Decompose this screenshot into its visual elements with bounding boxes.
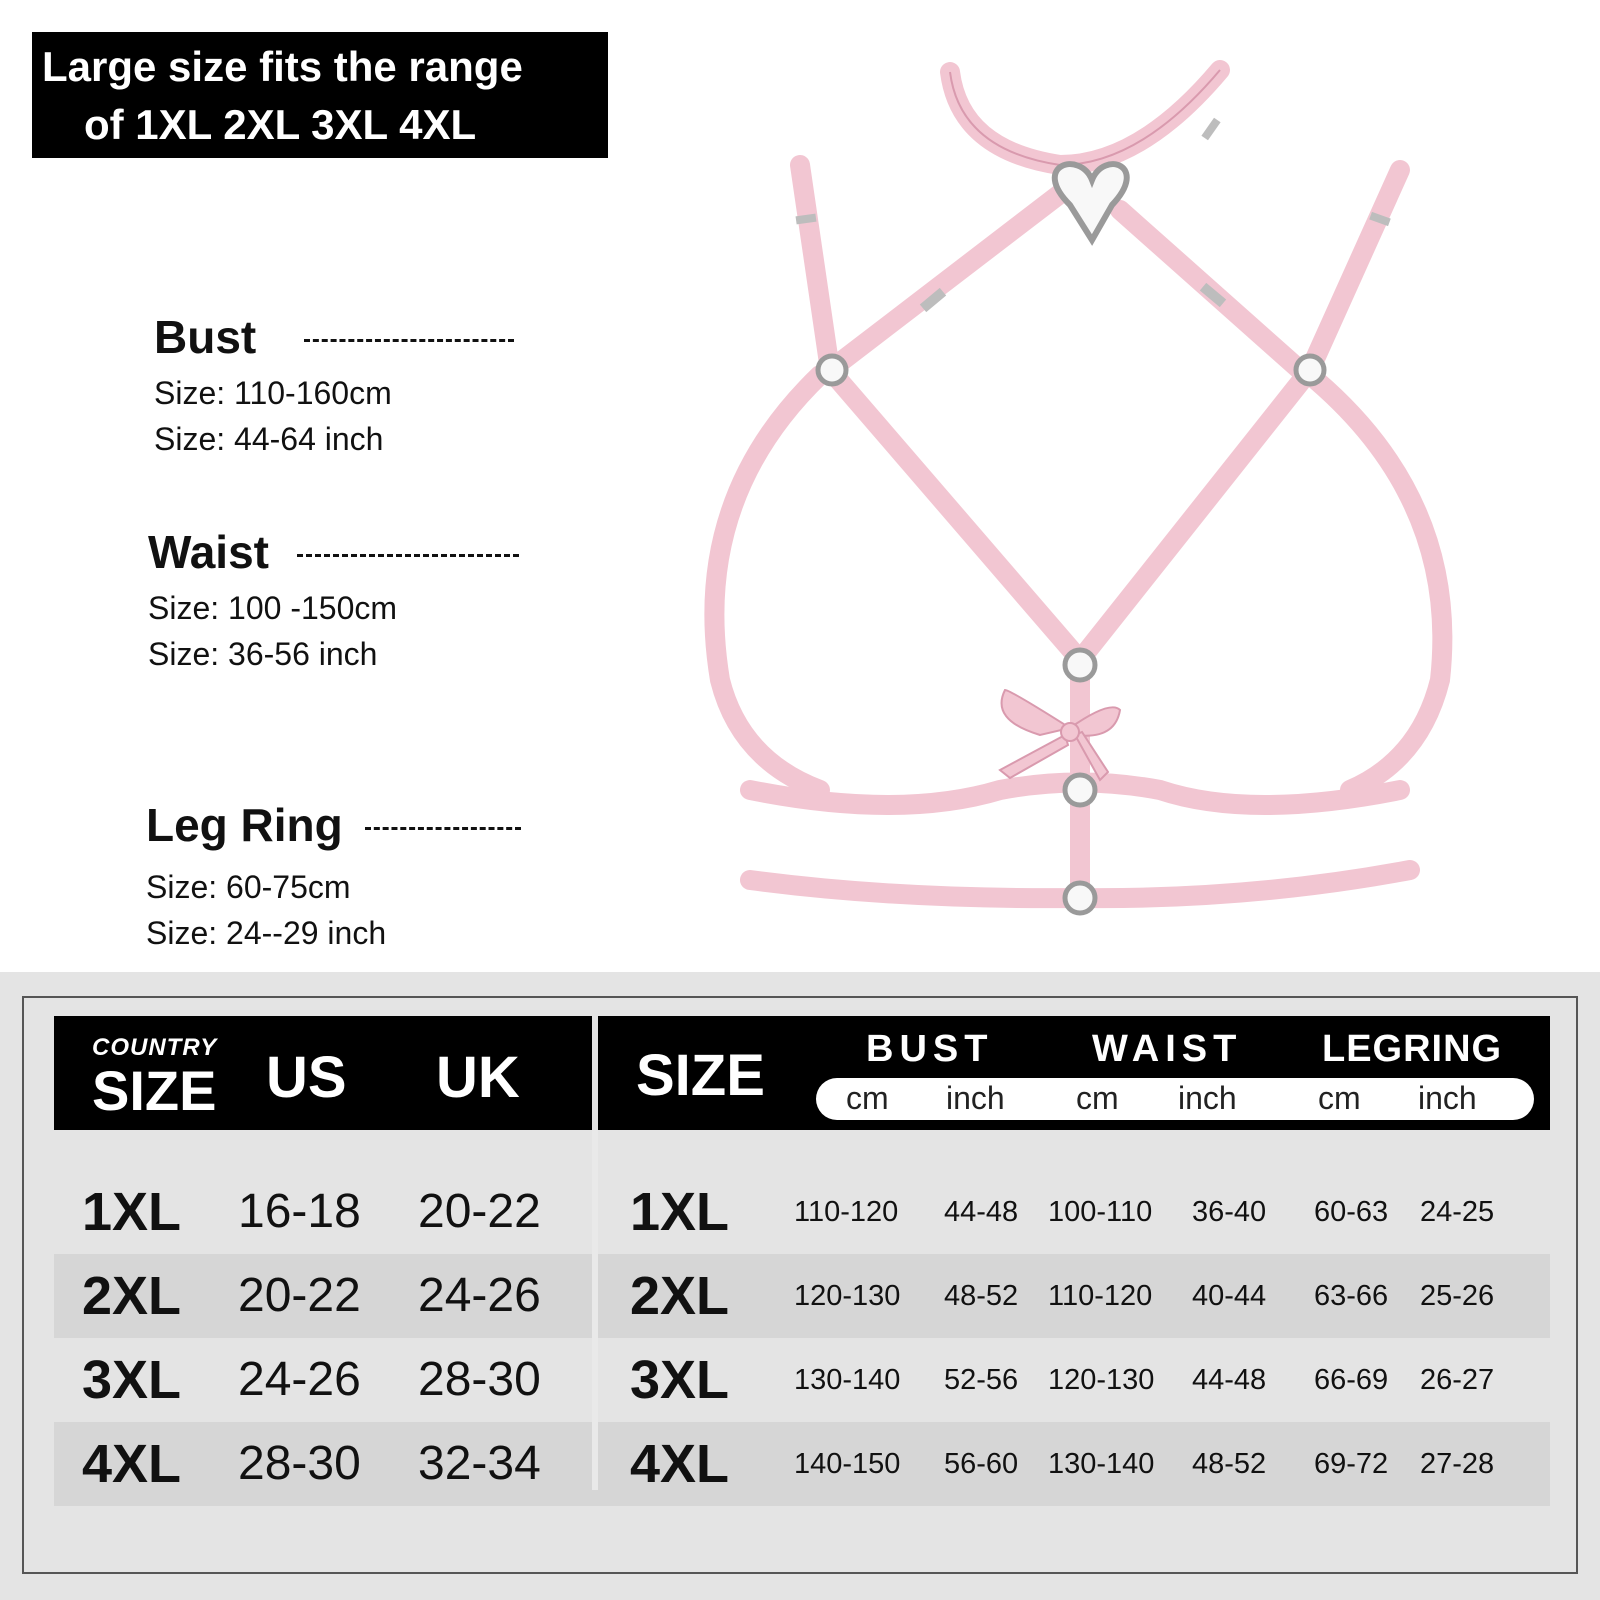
waist-inch: Size: 36-56 inch <box>148 636 378 672</box>
bust-inch: Size: 44-64 inch <box>154 421 384 457</box>
waist-cm-cell: 100-110 <box>1048 1196 1153 1228</box>
leg-inch-cell: 25-26 <box>1420 1280 1495 1312</box>
bust-label: Bust <box>154 311 257 363</box>
us-cell: 20-22 <box>238 1269 361 1322</box>
bust-cm: Size: 110-160cm <box>154 375 392 411</box>
leg-ring-cm: Size: 60-75cm <box>146 869 351 905</box>
waist-cm-cell: 110-120 <box>1048 1280 1153 1312</box>
leg-cm-cell: 60-63 <box>1314 1196 1389 1228</box>
leg-inch-cell: 24-25 <box>1420 1196 1495 1228</box>
o-ring-icon <box>1065 775 1095 805</box>
waist-inch-cell: 44-48 <box>1192 1364 1267 1396</box>
unit-label: cm <box>1076 1080 1119 1116</box>
country-label: COUNTRY <box>92 1034 218 1061</box>
leg-ring-measurement <box>146 800 521 956</box>
leg-inch-cell: 26-27 <box>1420 1364 1495 1396</box>
o-ring-icon <box>1296 356 1324 384</box>
size-cell-right: 2XL <box>630 1266 730 1326</box>
bust-measurement <box>154 312 514 462</box>
waist-label: Waist <box>148 526 269 578</box>
leg-cm-cell: 63-66 <box>1314 1280 1389 1312</box>
size-cell: 1XL <box>82 1182 182 1242</box>
leg-ring-inch: Size: 24--29 inch <box>146 915 387 951</box>
dashed-leader <box>304 339 514 342</box>
table-row <box>54 1338 1550 1422</box>
us-label: US <box>266 1045 347 1110</box>
us-cell: 24-26 <box>238 1353 361 1406</box>
waist-cm-cell: 120-130 <box>1048 1364 1155 1396</box>
bust-inch-cell: 56-60 <box>944 1448 1019 1480</box>
unit-label: inch <box>1178 1080 1237 1116</box>
bust-inch-cell: 44-48 <box>944 1196 1019 1228</box>
size-cell-right: 4XL <box>630 1434 730 1494</box>
us-cell: 16-18 <box>238 1185 361 1238</box>
banner-line-1: Large size fits the range <box>42 43 523 90</box>
uk-cell: 20-22 <box>418 1185 541 1238</box>
size-cell: 4XL <box>82 1434 182 1494</box>
unit-label: cm <box>1318 1080 1361 1116</box>
dashed-leader <box>297 554 519 557</box>
uk-cell: 32-34 <box>418 1437 541 1490</box>
size-cell: 3XL <box>82 1350 182 1410</box>
range-banner <box>32 32 608 158</box>
slider-buckle-icon <box>1201 118 1220 141</box>
waist-cm-cell: 130-140 <box>1048 1448 1155 1480</box>
leg-ring-label: Leg Ring <box>146 799 343 851</box>
bust-header: BUST <box>866 1028 994 1070</box>
waist-cm: Size: 100 -150cm <box>148 590 398 626</box>
waist-inch-cell: 48-52 <box>1192 1448 1267 1480</box>
waist-inch-cell: 40-44 <box>1192 1280 1267 1312</box>
unit-label: inch <box>1418 1080 1477 1116</box>
bow-icon <box>1000 690 1120 780</box>
size-cell: 2XL <box>82 1266 182 1326</box>
uk-label: UK <box>436 1045 520 1110</box>
table-row <box>54 1254 1550 1338</box>
harness-product-image <box>690 55 1470 935</box>
uk-cell: 24-26 <box>418 1269 541 1322</box>
column-divider <box>592 1130 598 1490</box>
unit-label: inch <box>946 1080 1005 1116</box>
size-label-right: SIZE <box>636 1043 765 1108</box>
leg-inch-cell: 27-28 <box>1420 1448 1495 1480</box>
leg-cm-cell: 69-72 <box>1314 1448 1389 1480</box>
size-chart <box>0 972 1600 1600</box>
legring-header: LEGRING <box>1322 1028 1503 1070</box>
bust-inch-cell: 48-52 <box>944 1280 1019 1312</box>
heart-ring-icon <box>1055 164 1127 240</box>
unit-label: cm <box>846 1080 889 1116</box>
size-cell-right: 3XL <box>630 1350 730 1410</box>
bust-cm-cell: 110-120 <box>794 1196 899 1228</box>
us-cell: 28-30 <box>238 1437 361 1490</box>
table-row <box>54 1422 1550 1506</box>
bust-cm-cell: 140-150 <box>794 1448 901 1480</box>
o-ring-icon <box>1065 883 1095 913</box>
size-chart-frame <box>22 996 1578 1574</box>
bust-cm-cell: 130-140 <box>794 1364 901 1396</box>
uk-cell: 28-30 <box>418 1353 541 1406</box>
bust-inch-cell: 52-56 <box>944 1364 1019 1396</box>
size-label: SIZE <box>92 1059 217 1122</box>
country-size-header <box>54 1016 592 1130</box>
waist-measurement <box>148 527 519 677</box>
dashed-leader <box>365 827 521 830</box>
table-row <box>54 1170 1550 1254</box>
size-cell-right: 1XL <box>630 1182 730 1242</box>
o-ring-icon <box>818 356 846 384</box>
measurement-header <box>598 1016 1550 1130</box>
waist-header: WAIST <box>1092 1028 1243 1070</box>
banner-line-2: of 1XL 2XL 3XL 4XL <box>84 101 477 148</box>
o-ring-icon <box>1065 650 1095 680</box>
leg-cm-cell: 66-69 <box>1314 1364 1389 1396</box>
waist-inch-cell: 36-40 <box>1192 1196 1267 1228</box>
bust-cm-cell: 120-130 <box>794 1280 901 1312</box>
